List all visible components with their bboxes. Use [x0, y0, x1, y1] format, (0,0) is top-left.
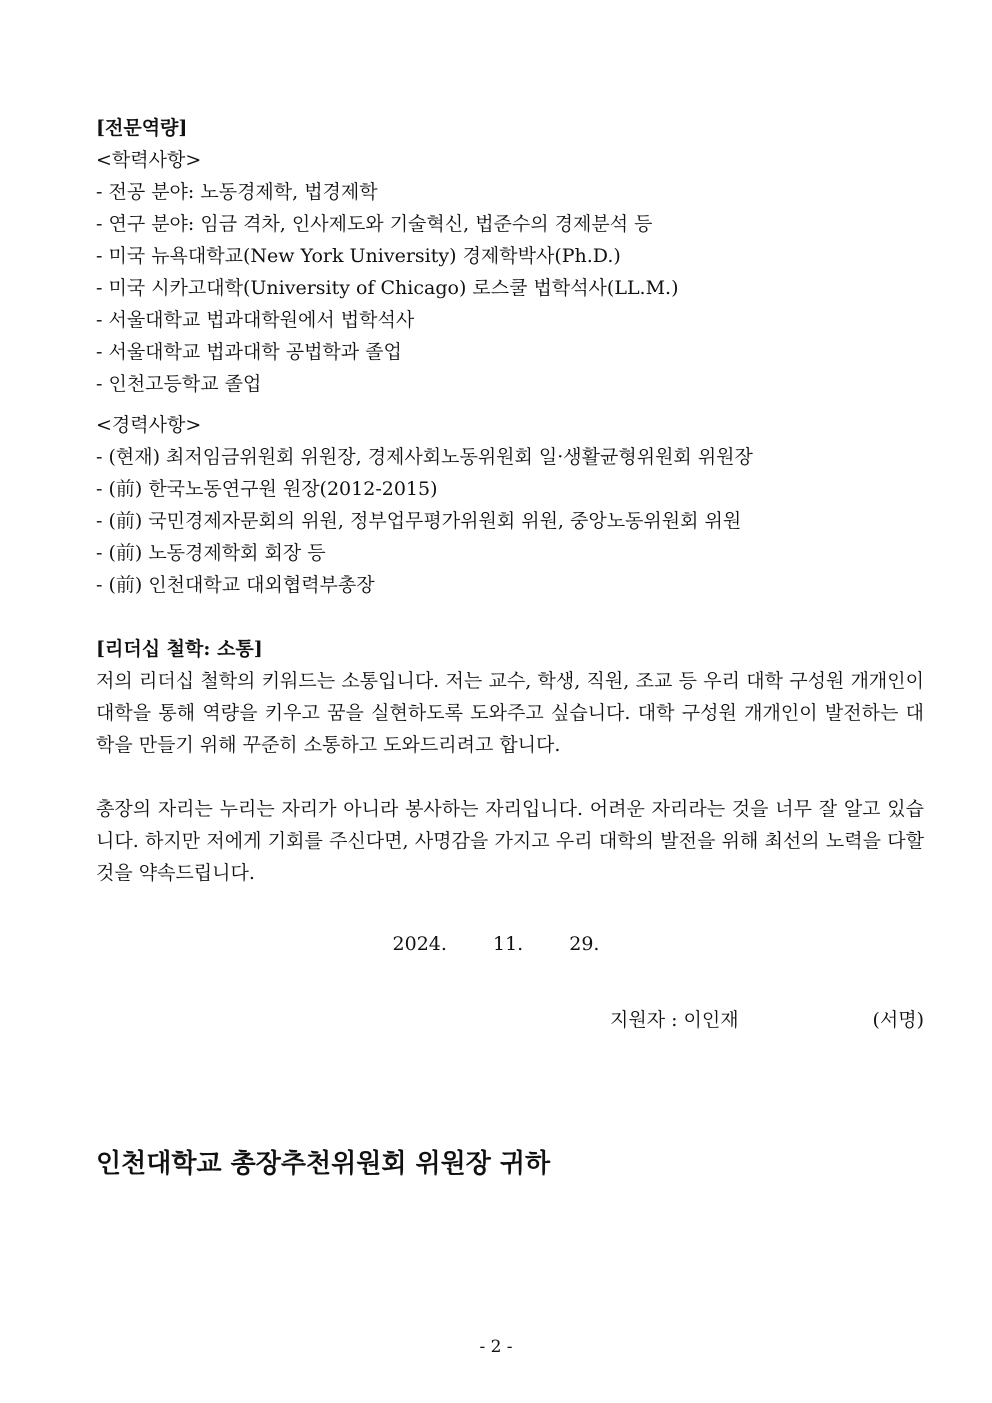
list-item: - 전공 분야: 노동경제학, 법경제학	[96, 181, 378, 203]
expertise-heading: [전문역량]	[96, 117, 188, 139]
page-number: - 2 -	[479, 1337, 513, 1357]
education-title: <학력사항>	[96, 149, 202, 171]
list-item: - (前) 한국노동연구원 원장(2012-2015)	[96, 478, 438, 500]
list-item: - (前) 인천대학교 대외협력부총장	[96, 574, 375, 596]
leadership-paragraph-2: 총장의 자리는 누리는 자리가 아니라 봉사하는 자리입니다. 어려운 자리라는 것을 너무 잘 알고 있습니다. 하지만 저에게 기회를 주신다면, 사명감을 가지고 우리 대학의 발전을 위해 최선의 노력을 다할 것을 약속드립니다.	[96, 798, 924, 884]
list-item: - 미국 뉴욕대학교(New York University) 경제학박사(Ph.D.)	[96, 245, 621, 267]
list-item: - 연구 분야: 임금 격차, 인사제도와 기술혁신, 법준수의 경제분석 등	[96, 213, 653, 235]
date: 2024. 11. 29.	[392, 933, 600, 955]
list-item: - 서울대학교 법과대학 공법학과 졸업	[96, 341, 402, 363]
education-list	[96, 176, 924, 400]
recipient: 인천대학교 총장추천위원회 위원장 귀하	[96, 1149, 551, 1179]
list-item: - (前) 노동경제학회 회장 등	[96, 542, 326, 564]
list-item: - 인천고등학교 졸업	[96, 373, 262, 395]
leadership-paragraph-1: 저의 리더십 철학의 키워드는 소통입니다. 저는 교수, 학생, 직원, 조교 등 우리 대학 구성원 개개인이 대학을 통해 역량을 키우고 꿈을 실현하도록 도와주고 싶습니다. 대학 구성원 개개인이 발전하는 대학을 만들기 위해 꾸준히 소통하고 도와드리려고 합니다.	[96, 670, 924, 756]
list-item: - (현재) 최저임금위원회 위원장, 경제사회노동위원회 일·생활균형위원회 위원장	[96, 446, 753, 468]
signature-label: (서명)	[872, 1009, 924, 1031]
career-title: <경력사항>	[96, 414, 202, 436]
leadership-section	[96, 633, 924, 889]
list-item: - 미국 시카고대학(University of Chicago) 로스쿨 법학석사(LL.M.)	[96, 277, 679, 299]
leadership-heading: [리더십 철학: 소통]	[96, 638, 263, 660]
expertise-section	[96, 112, 924, 601]
list-item: - (前) 국민경제자문회의 위원, 정부업무평가위원회 위원, 중앙노동위원회 위원	[96, 510, 742, 532]
applicant-name: 지원자 : 이인재	[610, 1009, 739, 1031]
career-list	[96, 441, 924, 601]
list-item: - 서울대학교 법과대학원에서 법학석사	[96, 309, 415, 331]
signature-line	[610, 1006, 924, 1034]
